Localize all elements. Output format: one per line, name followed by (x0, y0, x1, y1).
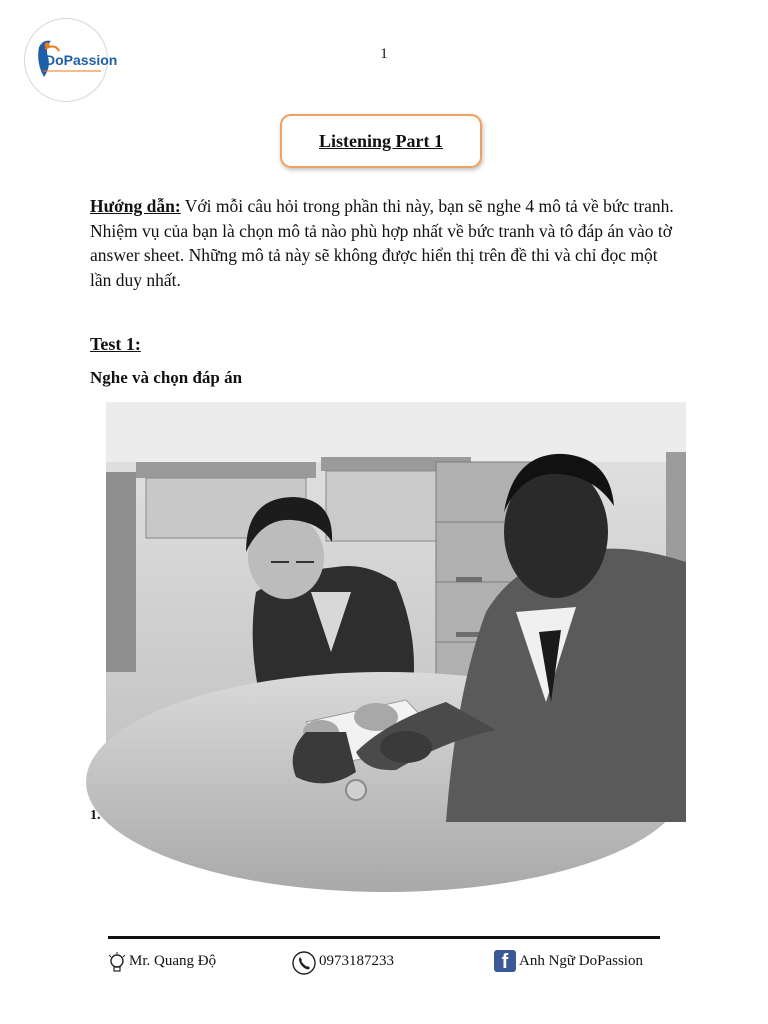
sub-heading: Nghe và chọn đáp án (90, 368, 243, 387)
footer-contact (108, 946, 216, 976)
dopassion-logo (24, 18, 118, 102)
logo-wordmark: DoPassion (45, 52, 118, 68)
contact-name: Mr. Quang Độ (129, 953, 217, 969)
title-box (280, 114, 482, 168)
footer (108, 946, 668, 982)
test-heading: Test 1: (90, 334, 141, 354)
facebook-page-name: Anh Ngữ DoPassion (519, 953, 643, 969)
footer-phone (292, 946, 394, 976)
question-photo (106, 402, 686, 822)
question-number: 1. (90, 808, 101, 823)
footer-facebook (494, 946, 643, 976)
logo-graphic (25, 19, 118, 101)
lightbulb-icon (108, 952, 126, 976)
instruction-text: Với mỗi câu hỏi trong phần thi này, bạn sẽ nghe 4 mô tả về bức tranh. Nhiệm vụ của bạn là chọn mô tả nào phù hợp nhất về bức tranh và tô đáp án vào tờ answer sheet. Những mô tả này sẽ không được hiển thị trên đề thi và chỉ đọc một lần duy nhất. (90, 196, 674, 290)
phone-icon (292, 950, 316, 976)
photo-illustration (106, 402, 686, 822)
page-title: Listening Part 1 (319, 130, 443, 151)
page-number: 1 (380, 46, 388, 62)
instruction-label: Hướng dẫn: (90, 196, 181, 216)
phone-number: 0973187233 (319, 953, 394, 969)
footer-divider (108, 936, 660, 939)
instruction-paragraph (90, 194, 680, 292)
facebook-icon: f (494, 950, 516, 972)
